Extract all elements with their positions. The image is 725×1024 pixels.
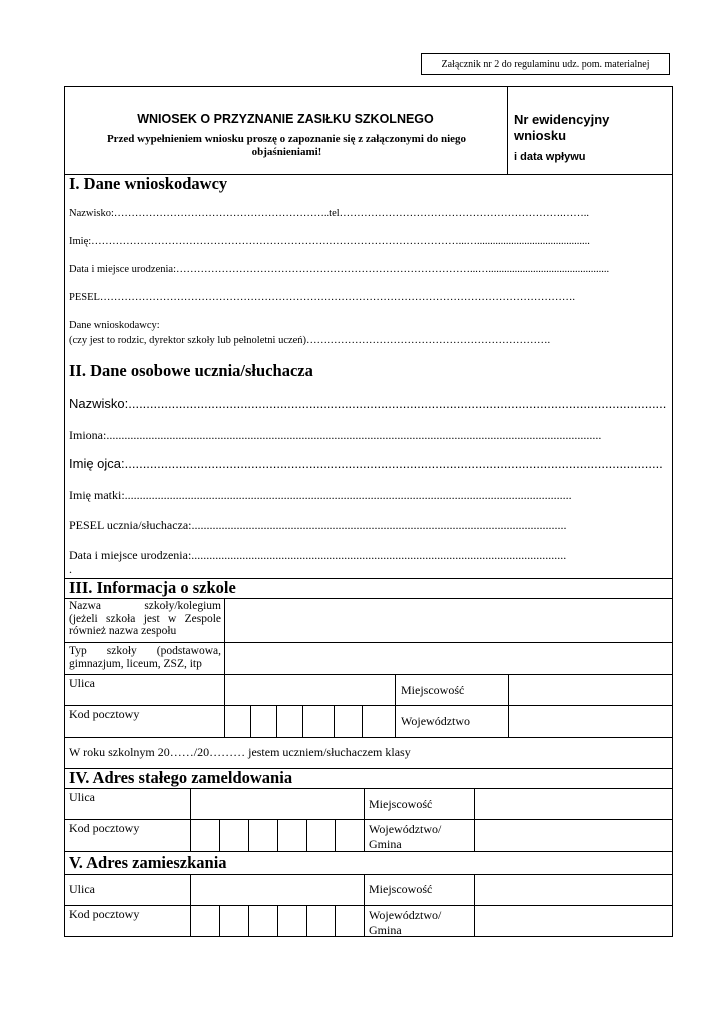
attachment-note: Załącznik nr 2 do regulaminu udz. pom. materialnej	[421, 53, 670, 75]
address-city-label: Miejscowość	[369, 882, 433, 896]
student-birth-field[interactable]: Data i miejsce urodzenia:.............................................................................................................................	[69, 548, 567, 562]
section5-heading: V. Adres zamieszkania	[69, 853, 227, 872]
address-street-label: Ulica	[69, 882, 95, 896]
section2-dot: .	[69, 562, 72, 576]
school-type-line1: Typ szkoły (podstawowa,	[69, 645, 221, 657]
school-street-input[interactable]	[225, 675, 394, 704]
applicant-pesel-field[interactable]: PESEL……………………………………………………………………………………………………………………….	[69, 292, 576, 303]
table-line	[364, 788, 365, 851]
header-divider	[507, 86, 508, 174]
address-province-input[interactable]	[475, 906, 672, 936]
table-line	[64, 737, 673, 738]
address-postcode-input[interactable]	[191, 906, 363, 936]
residence-postcode-label: Kod pocztowy	[69, 821, 140, 835]
registration-number-line1: Nr ewidencyjny	[514, 112, 610, 127]
school-name-label	[69, 600, 221, 638]
school-province-input[interactable]	[509, 706, 672, 736]
applicant-role-field[interactable]: (czy jest to rodzic, dyrektor szkoły lub pełnoletni uczeń)…………………………………………………………….	[69, 335, 551, 346]
address-city-input[interactable]	[475, 875, 672, 904]
school-name-line3: również nazwa zespołu	[69, 625, 177, 637]
table-line	[362, 705, 363, 737]
school-city-input[interactable]	[509, 675, 672, 704]
student-pesel-field[interactable]: PESEL ucznia/słuchacza:.............................................................................................................................	[69, 518, 567, 532]
residence-postcode-input[interactable]	[191, 820, 363, 850]
school-type-label	[69, 645, 221, 670]
address-street-input[interactable]	[191, 875, 363, 904]
school-type-line2: gimnazjum, liceum, ZSZ, itp	[69, 657, 202, 670]
school-city-label: Miejscowość	[401, 683, 465, 697]
applicant-role-label: Dane wnioskodawcy:	[69, 320, 160, 331]
school-postcode-input[interactable]	[225, 706, 361, 736]
registration-number-line2: wniosku	[514, 128, 567, 143]
form-subtitle-line1: Przed wypełnieniem wniosku proszę o zapoznanie się z załączonymi do niego	[106, 133, 467, 145]
school-postcode-label: Kod pocztowy	[69, 707, 140, 721]
school-name-line2: (jeżeli szkoła jest w Zespole	[69, 612, 221, 625]
applicant-birth-field[interactable]: Data i miejsce urodzenia:…………………………………………………………………………...…..............................................	[69, 264, 610, 275]
residence-city-label: Miejscowość	[369, 797, 433, 811]
student-names-field[interactable]: Imiona:.....................................................................................................................................................................	[69, 428, 602, 442]
residence-street-label: Ulica	[69, 790, 95, 804]
section4-heading: IV. Adres stałego zameldowania	[69, 768, 293, 787]
form-subtitle	[74, 133, 499, 159]
form-title: WNIOSEK O PRZYZNANIE ZASIŁKU SZKOLNEGO	[137, 112, 434, 126]
residence-street-input[interactable]	[191, 789, 363, 818]
school-name-line1: Nazwa szkoły/kolegium	[69, 600, 221, 612]
registration-number-label	[514, 112, 669, 144]
residence-city-input[interactable]	[475, 789, 672, 818]
form-subtitle-line2: objaśnieniami!	[251, 146, 322, 158]
address-province-label	[369, 908, 441, 938]
residence-province-label	[369, 822, 441, 852]
section1-heading: I. Dane wnioskodawcy	[69, 174, 228, 193]
section3-heading: III. Informacja o szkole	[69, 578, 236, 597]
address-postcode-label: Kod pocztowy	[69, 907, 140, 921]
table-line	[395, 674, 396, 737]
address-province-line1: Województwo/	[369, 908, 442, 922]
student-father-name-field[interactable]: Imię ojca:.....................................................................................................................................................	[69, 456, 663, 471]
school-year-field[interactable]: W roku szkolnym 20……/20……… jestem uczniem/słuchaczem klasy	[69, 745, 411, 759]
residence-province-line1: Województwo/	[369, 822, 442, 836]
applicant-name-field[interactable]: Imię:……………………………………………………………………………………………...…...........................................	[69, 236, 590, 247]
student-surname-field[interactable]: Nazwisko:.....................................................................................................................................................	[69, 396, 667, 411]
school-province-label: Województwo	[401, 714, 471, 728]
applicant-surname-field[interactable]: Nazwisko:……………………………………………………..tel……………………………………………………….……..	[69, 208, 590, 219]
address-province-line2: Gmina	[369, 923, 402, 937]
receipt-date-label: i data wpływu	[514, 151, 586, 163]
student-mother-name-field[interactable]: Imię matki:.....................................................................................................................................................	[69, 488, 572, 502]
residence-province-input[interactable]	[475, 820, 672, 850]
school-street-label: Ulica	[69, 676, 95, 690]
table-line	[364, 874, 365, 937]
section2-heading: II. Dane osobowe ucznia/słuchacza	[69, 361, 313, 380]
residence-province-line2: Gmina	[369, 837, 402, 851]
school-type-input[interactable]	[225, 643, 672, 673]
school-name-input[interactable]	[225, 599, 672, 641]
